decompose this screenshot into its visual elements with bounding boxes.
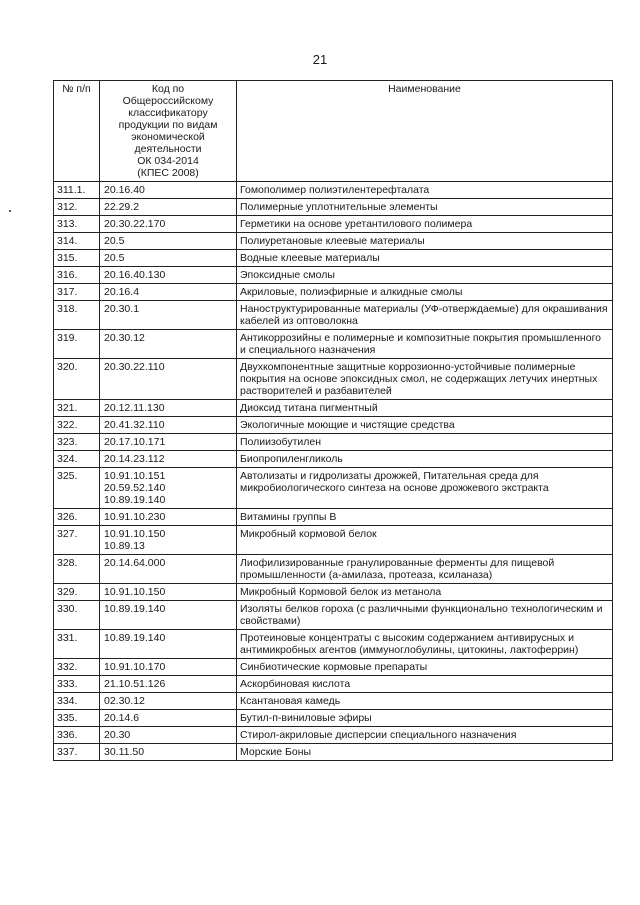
row-code-cell: 10.89.19.140 (100, 601, 237, 630)
table-row (54, 359, 613, 400)
table-row (54, 630, 613, 659)
row-code-cell: 20.5 (100, 233, 237, 250)
table-row (54, 434, 613, 451)
row-name-cell: Протеиновые концентраты с высоким содержанием антивирусных и антимикробных агентов (иммуноглобулины, цитокины, лактоферрин) (237, 630, 613, 659)
row-name-cell: Диоксид титана пигментный (237, 400, 613, 417)
row-name-cell: Экологичные моющие и чистящие средства (237, 417, 613, 434)
row-code-cell: 10.89.19.140 (100, 630, 237, 659)
table-row (54, 659, 613, 676)
row-name-cell: Двухкомпонентные защитные коррозионно-устойчивые полимерные покрытия на основе эпоксидных смол, не содержащих летучих инертных растворителей и разбавителей (237, 359, 613, 400)
row-code-cell: 10.91.10.151 20.59.52.140 10.89.19.140 (100, 468, 237, 509)
table-row (54, 710, 613, 727)
row-code-cell: 20.30.12 (100, 330, 237, 359)
row-name-cell: Ксантановая камедь (237, 693, 613, 710)
row-name-cell: Морские Боны (237, 744, 613, 761)
row-name-cell: Витамины группы В (237, 509, 613, 526)
row-number-cell: 328. (54, 555, 100, 584)
row-code-cell: 20.14.6 (100, 710, 237, 727)
row-code-cell: 30.11.50 (100, 744, 237, 761)
row-number-cell: 334. (54, 693, 100, 710)
table-row (54, 693, 613, 710)
row-code-cell: 20.17.10.171 (100, 434, 237, 451)
row-name-cell: Акриловые, полиэфирные и алкидные смолы (237, 284, 613, 301)
table-row (54, 233, 613, 250)
row-name-cell: Микробный кормовой белок (237, 526, 613, 555)
header-number: № п/п (54, 81, 100, 182)
row-name-cell: Антикоррозийны е полимерные и композитные покрытия промышленного и специального назначения (237, 330, 613, 359)
row-code-cell: 10.91.10.230 (100, 509, 237, 526)
row-number-cell: 316. (54, 267, 100, 284)
row-name-cell: Наноструктурированные материалы (УФ-отверждаемые) для окрашивания кабелей из оптоволокна (237, 301, 613, 330)
table-row (54, 584, 613, 601)
row-name-cell: Водные клеевые материалы (237, 250, 613, 267)
table-row (54, 451, 613, 468)
row-name-cell: Эпоксидные смолы (237, 267, 613, 284)
row-name-cell: Полиизобутилен (237, 434, 613, 451)
row-code-cell: 20.30.1 (100, 301, 237, 330)
table-row (54, 509, 613, 526)
row-number-cell: 317. (54, 284, 100, 301)
row-code-cell: 20.14.23.112 (100, 451, 237, 468)
row-code-cell: 10.91.10.170 (100, 659, 237, 676)
table-row (54, 676, 613, 693)
row-code-cell: 22.29.2 (100, 199, 237, 216)
row-number-cell: 333. (54, 676, 100, 693)
table-row (54, 250, 613, 267)
row-code-cell: 20.16.40 (100, 182, 237, 199)
row-code-cell: 10.91.10.150 10.89.13 (100, 526, 237, 555)
table-row (54, 301, 613, 330)
row-number-cell: 325. (54, 468, 100, 509)
row-number-cell: 332. (54, 659, 100, 676)
row-name-cell: Полимерные уплотнительные элементы (237, 199, 613, 216)
row-code-cell: 20.16.40.130 (100, 267, 237, 284)
row-code-cell: 20.5 (100, 250, 237, 267)
table-row (54, 400, 613, 417)
table-row (54, 744, 613, 761)
table-row (54, 182, 613, 199)
row-name-cell: Полиуретановые клеевые материалы (237, 233, 613, 250)
row-number-cell: 311.1. (54, 182, 100, 199)
row-name-cell: Гомополимер полиэтилентерефталата (237, 182, 613, 199)
row-number-cell: 336. (54, 727, 100, 744)
row-number-cell: 335. (54, 710, 100, 727)
row-name-cell: Микробный Кормовой белок из метанола (237, 584, 613, 601)
row-name-cell: Аскорбиновая кислота (237, 676, 613, 693)
row-code-cell: 20.30.22.170 (100, 216, 237, 233)
row-number-cell: 331. (54, 630, 100, 659)
table-row (54, 216, 613, 233)
table-row (54, 199, 613, 216)
row-name-cell: Герметики на основе уретантилового полимера (237, 216, 613, 233)
row-name-cell: Изоляты белков гороха (с различными функционально технологическим и свойствами) (237, 601, 613, 630)
scan-artifact-dot (9, 210, 11, 212)
header-name: Наименование (237, 81, 613, 182)
table-row (54, 468, 613, 509)
row-number-cell: 313. (54, 216, 100, 233)
row-number-cell: 324. (54, 451, 100, 468)
table-row (54, 601, 613, 630)
row-number-cell: 312. (54, 199, 100, 216)
row-name-cell: Бутил-п-виниловые эфиры (237, 710, 613, 727)
row-code-cell: 10.91.10.150 (100, 584, 237, 601)
row-number-cell: 318. (54, 301, 100, 330)
row-number-cell: 320. (54, 359, 100, 400)
row-number-cell: 323. (54, 434, 100, 451)
row-code-cell: 20.12.11.130 (100, 400, 237, 417)
table-row (54, 284, 613, 301)
row-name-cell: Стирол-акриловые дисперсии специального назначения (237, 727, 613, 744)
row-code-cell: 21.10.51.126 (100, 676, 237, 693)
row-code-cell: 20.30 (100, 727, 237, 744)
table-row (54, 555, 613, 584)
row-code-cell: 20.16.4 (100, 284, 237, 301)
row-number-cell: 322. (54, 417, 100, 434)
table-header-row (54, 81, 613, 182)
row-number-cell: 337. (54, 744, 100, 761)
page-number: 21 (312, 52, 328, 67)
table-row (54, 417, 613, 434)
header-code: Код по Общероссийскому классификатору продукции по видам экономической деятельности ОК 034-2014 (КПЕС 2008) (100, 81, 237, 182)
row-number-cell: 327. (54, 526, 100, 555)
table-row (54, 727, 613, 744)
row-number-cell: 326. (54, 509, 100, 526)
table-row (54, 267, 613, 284)
product-registry-table (53, 80, 613, 761)
row-number-cell: 314. (54, 233, 100, 250)
row-code-cell: 20.41.32.110 (100, 417, 237, 434)
row-code-cell: 02.30.12 (100, 693, 237, 710)
row-code-cell: 20.30.22.110 (100, 359, 237, 400)
row-name-cell: Биопропиленгликоль (237, 451, 613, 468)
row-name-cell: Синбиотические кормовые препараты (237, 659, 613, 676)
table-row (54, 330, 613, 359)
row-code-cell: 20.14.64.000 (100, 555, 237, 584)
row-number-cell: 319. (54, 330, 100, 359)
row-number-cell: 321. (54, 400, 100, 417)
row-name-cell: Автолизаты и гидролизаты дрожжей, Питательная среда для микробиологического синтеза на основе дрожжевого экстракта (237, 468, 613, 509)
row-name-cell: Лиофилизированные гранулированные ферменты для пищевой промышленности (а-амилаза, протеаза, ксиланаза) (237, 555, 613, 584)
row-number-cell: 330. (54, 601, 100, 630)
table-row (54, 526, 613, 555)
row-number-cell: 315. (54, 250, 100, 267)
row-number-cell: 329. (54, 584, 100, 601)
